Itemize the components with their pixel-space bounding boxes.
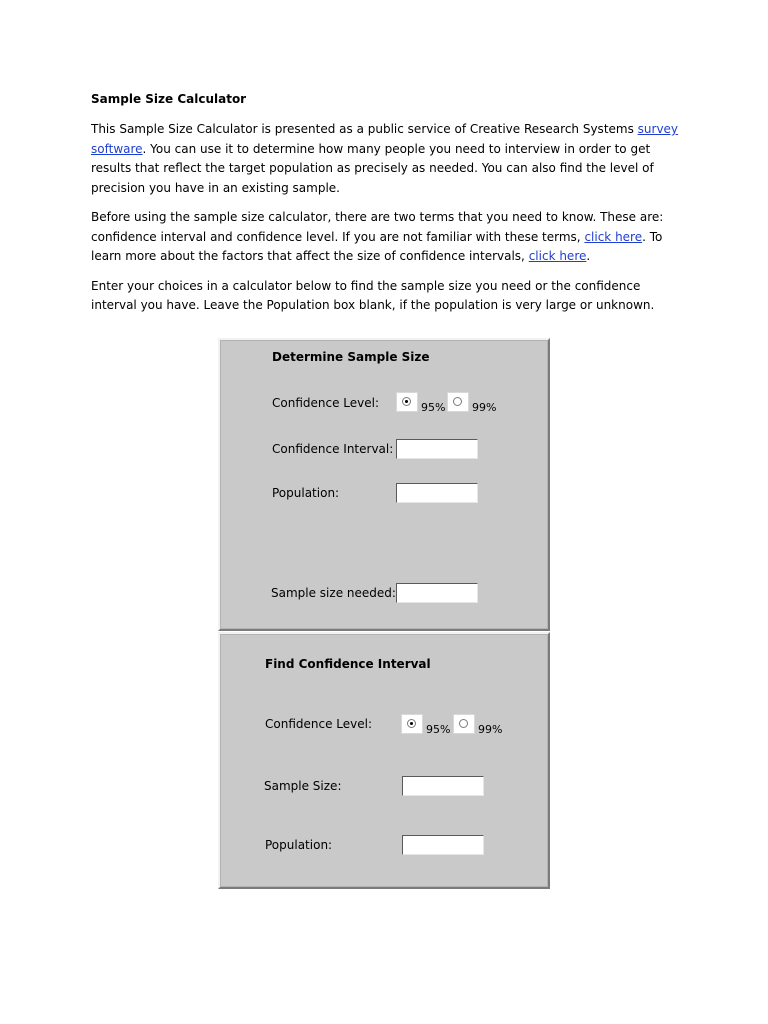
confidence-level-95-radio[interactable]: [401, 714, 423, 734]
confidence-level-95-label: 95%: [421, 401, 446, 414]
confidence-level-label: Confidence Level:: [272, 396, 380, 410]
confidence-level-99-radio[interactable]: [453, 714, 475, 734]
intro-text-1: This Sample Size Calculator is presented as a public service of Creative Research Systems: [91, 122, 638, 136]
confidence-level-99-label: 99%: [478, 723, 503, 736]
page-title: Sample Size Calculator: [91, 92, 247, 106]
terms-text-1: Before using the sample size calculator, there are two terms that you need to know. These are: confidence interval and confidence level. If you are not familiar with these terms,: [91, 210, 664, 244]
radio-unselected-icon: [459, 719, 468, 728]
panel-title-determine-sample-size: Determine Sample Size: [272, 350, 430, 364]
intro-text-2: . You can use it to determine how many people you need to interview in order to get results that reflect the target population as precisely as needed. You can also find the level of precision you have in an existing sample.: [91, 141, 654, 195]
intro-paragraph: [91, 120, 681, 198]
confidence-interval-input[interactable]: [396, 439, 478, 459]
terms-text-2: . To learn more about the factors that affect the size of confidence intervals,: [91, 229, 663, 263]
instructions-paragraph: Enter your choices in a calculator below to find the sample size you need or the confidence interval you have. Leave the Population box blank, if the population is very large or unknown.: [91, 278, 655, 312]
confidence-level-label: Confidence Level:: [265, 717, 373, 731]
sample-size-needed-label: Sample size needed:: [271, 586, 396, 600]
panel-title-find-confidence-interval: Find Confidence Interval: [265, 657, 431, 671]
population-label: Population:: [265, 838, 333, 852]
click-here-link-factors[interactable]: click here: [528, 249, 587, 263]
confidence-level-99-radio[interactable]: [447, 392, 469, 412]
determine-sample-size-panel: [218, 338, 550, 631]
terms-text-3: .: [586, 249, 591, 263]
population-input[interactable]: [402, 835, 484, 855]
click-here-link-terms[interactable]: click here: [584, 229, 643, 244]
population-label: Population:: [272, 486, 340, 500]
survey-software-link[interactable]: survey software: [91, 122, 679, 156]
radio-unselected-icon: [453, 397, 462, 406]
confidence-level-99-label: 99%: [472, 401, 497, 414]
population-input[interactable]: [396, 483, 478, 503]
terms-paragraph: [91, 208, 681, 267]
find-confidence-interval-panel: [218, 632, 550, 889]
radio-selected-icon: [407, 719, 416, 728]
sample-size-input[interactable]: [402, 776, 484, 796]
confidence-level-95-radio[interactable]: [396, 392, 418, 412]
sample-size-needed-output[interactable]: [396, 583, 478, 603]
sample-size-label: Sample Size:: [264, 779, 342, 793]
confidence-interval-label: Confidence Interval:: [272, 442, 394, 456]
radio-selected-icon: [402, 397, 411, 406]
confidence-level-95-label: 95%: [426, 723, 451, 736]
document-body: [91, 91, 681, 326]
